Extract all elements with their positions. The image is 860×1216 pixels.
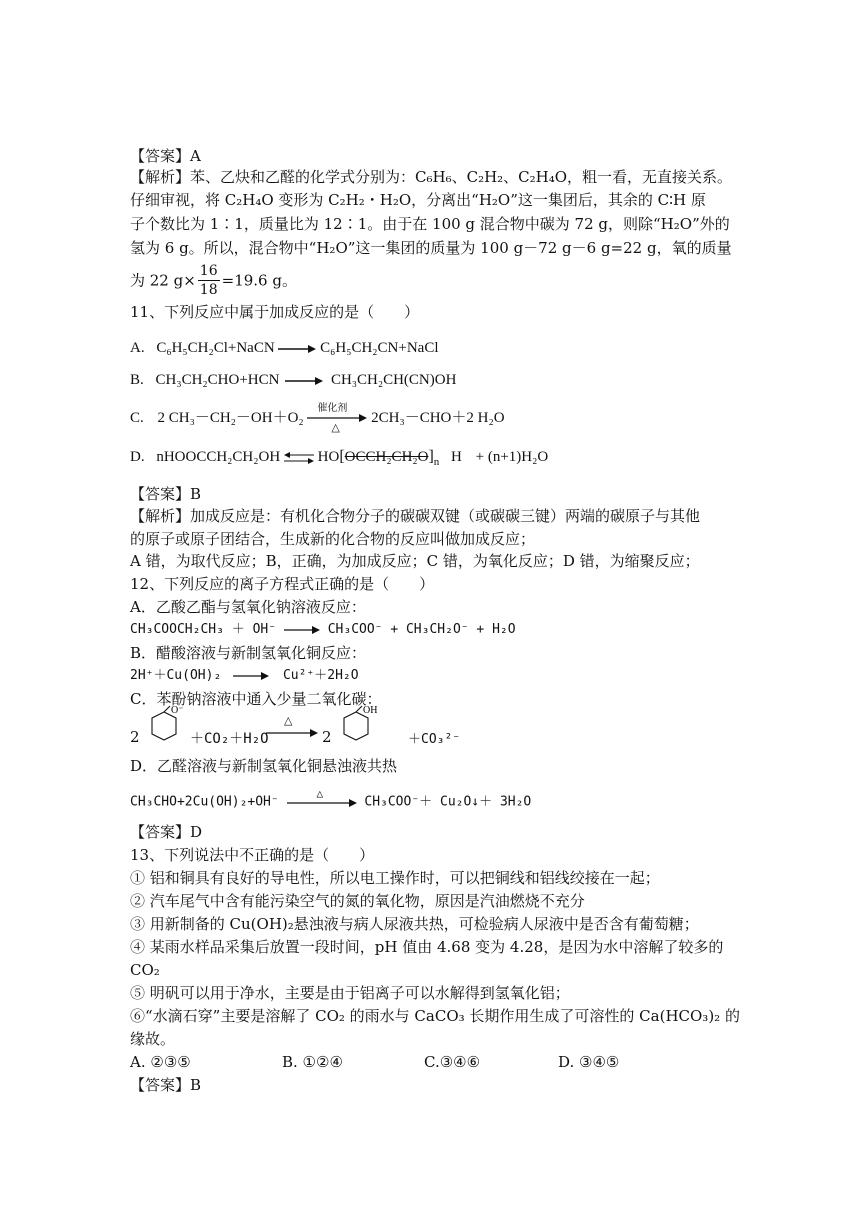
reactants: CH₃CH₂CHO+HCN [155, 372, 280, 388]
reactants: nHOOCCH₂CH₂OH [156, 449, 281, 465]
statement-1: ① 铝和铜具有良好的导电性，所以电工操作时，可以把铜线和铝线绞接在一起； [130, 869, 660, 887]
statement-4: ④ 某雨水样品采集后放置一段时间，pH 值由 4.68 变为 4.28，是因为水中溶解了较多的 [130, 938, 724, 956]
option-label: D. [130, 449, 145, 465]
reactants: CH₃－CH₂－OH＋O₂ [168, 410, 304, 426]
analysis-line: 仔细审视，将 C₂H₄O 变形为 C₂H₂・H₂O，分离出“H₂O”这一集团后，其余的 C∶H 原 [130, 191, 706, 209]
fraction [198, 262, 220, 299]
option-12-d: D．乙醛溶液与新制氢氧化铜悬浊液共热 [130, 757, 398, 775]
coefficient: 2 [130, 728, 140, 746]
reaction-arrow-icon [284, 625, 320, 635]
analysis-text: =19.6 g。 [221, 271, 297, 290]
products: + (n+1)H₂O [475, 449, 549, 465]
choice-c: C.③④⑥ [424, 1053, 481, 1071]
statement-6: ⑥“水滴石穿”主要是溶解了 CO₂ 的雨水与 CaCO₃ 长期作用生成了可溶性的 Ca(HCO₃)₂ 的 [130, 1007, 740, 1025]
reactants: 2H⁺＋Cu(OH)₂ [130, 668, 222, 683]
choice-d: D. ③④⑤ [558, 1053, 620, 1071]
reaction-arrow-icon [278, 344, 316, 354]
statement-6-cont: 缘故。 [130, 1030, 176, 1048]
phenol-structure-icon [332, 706, 376, 754]
heat-symbol: △ [284, 714, 293, 727]
choice-a: A. ②③⑤ [130, 1053, 191, 1071]
reactants: CH₃COOCH₂CH₃ ＋ OH⁻ [130, 622, 277, 637]
equation-12-c [130, 706, 470, 756]
products: CH₃COO⁻＋ Cu₂O↓＋ 3H₂O [364, 794, 532, 810]
equation-12-a [130, 620, 516, 640]
option-11-d [130, 448, 548, 468]
answer-label: 【答案】B [130, 1076, 202, 1094]
fraction-numerator: 16 [199, 263, 218, 279]
choice-b: B. ①②④ [282, 1053, 343, 1071]
products: ＋CO₃²⁻ [408, 732, 461, 747]
coefficient: 2 [157, 410, 166, 426]
option-12-c: C．苯酚钠溶液中通入少量二氧化碳： [130, 690, 382, 708]
analysis-text: 为 22 g× [130, 271, 196, 290]
phenoxide-structure-icon [140, 706, 184, 754]
products: CH₃CH₂CH(CN)OH [330, 372, 457, 388]
equation-12-d [130, 787, 532, 813]
catalyst-label: 催化剂 [317, 402, 348, 414]
reactants: C₆H₅CH₂Cl+NaCN [156, 340, 275, 356]
option-12-b: B．醋酸溶液与新制氢氧化铜反应： [130, 644, 367, 662]
option-label: A. [130, 340, 145, 356]
polymer-unit: OCCH₂CH₂O [344, 449, 429, 465]
heat-symbol: △ [316, 787, 324, 800]
polymer-end: HO [317, 449, 340, 465]
bracket-right: ] [428, 448, 434, 465]
option-11-a [130, 340, 439, 357]
reaction-arrow-icon [287, 798, 357, 808]
heat-arrow [287, 787, 357, 812]
answer-label: 【答案】A [130, 147, 201, 165]
analysis-line: 【解析】苯、乙炔和乙醛的化学式分别为：C₆H₆、C₂H₂、C₂H₄O，粗一看，无直接关系。 [130, 168, 733, 186]
statement-4-cont: CO₂ [130, 961, 160, 979]
catalyst-arrow [307, 402, 367, 434]
products: CH₃COO⁻ + CH₃CH₂O⁻ + H₂O [327, 622, 516, 637]
equation-12-b [130, 666, 359, 686]
option-11-b [130, 372, 456, 389]
answer-label: 【答案】B [130, 485, 202, 503]
polymer-n: n [433, 456, 440, 468]
analysis-line-fraction [130, 262, 297, 299]
option-label: B. [130, 372, 144, 388]
products: 2CH₃－CHO＋2 H₂O [371, 410, 505, 426]
products: C₆H₅CH₂CN+NaCl [320, 340, 439, 356]
products: Cu²⁺＋2H₂O [282, 668, 359, 683]
bracket-left: [ [339, 448, 345, 465]
reaction-arrow-icon [266, 728, 318, 738]
option-11-c [130, 402, 505, 434]
question-11: 11、下列反应中属于加成反应的是（ ） [130, 303, 420, 321]
analysis-line: 的原子或原子团结合，生成新的化合物的反应叫做加成反应； [130, 530, 536, 548]
statement-2: ② 汽车尾气中含有能污染空气的氮的氧化物，原因是汽油燃烧不充分 [130, 892, 585, 910]
polymer-end: H [451, 449, 462, 465]
reaction-arrow-icon [229, 671, 269, 681]
analysis-line: 子个数比为 1∶1，质量比为 12∶1。由于在 100 g 混合物中碳为 72 g，则除“H₂O”外的 [130, 215, 730, 233]
phenoxide-o-label: O⁻ [171, 705, 184, 716]
reactants: ＋CO₂＋H₂O [190, 731, 269, 747]
analysis-line: 【解析】加成反应是：有机化合物分子的碳碳双键（或碳碳三键）两端的碳原子与其他 [130, 507, 701, 525]
statement-3: ③ 用新制备的 Cu(OH)₂悬浊液与病人尿液共热，可检验病人尿液中是否含有葡萄糖； [130, 915, 699, 933]
analysis-line: 氢为 6 g。所以，混合物中“H₂O”这一集团的质量为 100 g－72 g－6 g=22 g，氧的质量 [130, 239, 732, 257]
coefficient: 2 [322, 728, 332, 746]
analysis-line: A 错，为取代反应；B，正确，为加成反应；C 错，为氧化反应；D 错，为缩聚反应； [130, 552, 700, 570]
phenol-oh-label: OH [363, 705, 378, 716]
fraction-denominator: 18 [199, 282, 218, 298]
reactants: CH₃CHO+2Cu(OH)₂+OH⁻ [130, 794, 279, 810]
reaction-arrow-icon [283, 376, 323, 386]
answer-label: 【答案】D [130, 823, 203, 841]
option-12-a: A．乙酸乙酯与氢氧化钠溶液反应： [130, 598, 366, 616]
question-13: 13、下列说法中不正确的是（ ） [130, 846, 375, 864]
option-label: C. [130, 410, 144, 426]
equilibrium-arrow-icon [284, 452, 314, 464]
heat-symbol: △ [331, 421, 340, 434]
question-12: 12、下列反应的离子方程式正确的是（ ） [130, 575, 435, 593]
statement-5: ⑤ 明矾可以用于净水，主要是由于铝离子可以水解得到氢氧化铝； [130, 984, 570, 1002]
